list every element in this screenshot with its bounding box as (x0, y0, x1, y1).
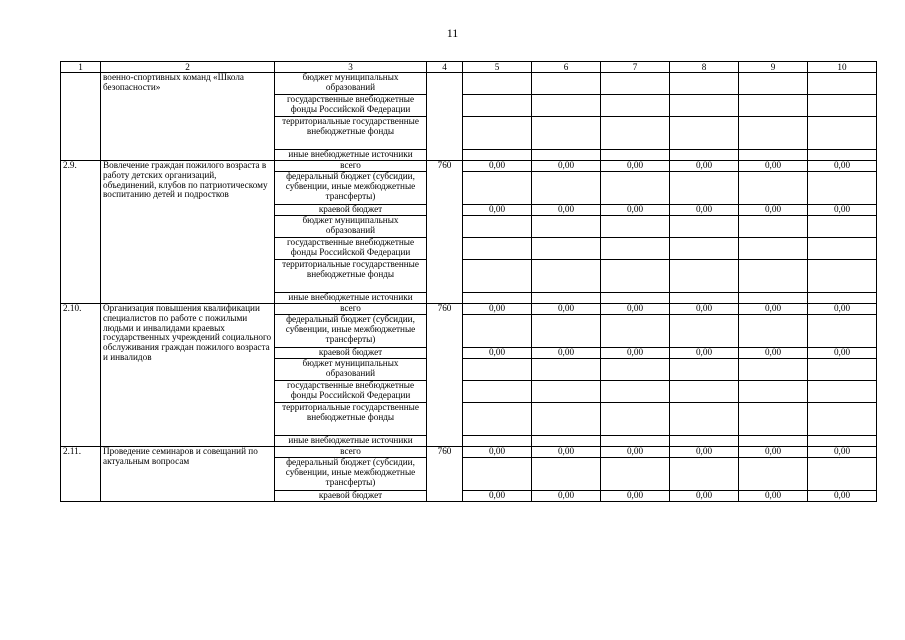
value-cell (463, 172, 532, 205)
value-cell (601, 238, 670, 260)
value-cell (670, 293, 739, 304)
value-cell (532, 403, 601, 436)
table-row (61, 161, 877, 172)
value-cell (463, 315, 532, 348)
value-cell (808, 436, 877, 447)
value-cell: 0,00 (808, 348, 877, 359)
value-cell (463, 381, 532, 403)
value-cell: 0,00 (808, 447, 877, 458)
value-cell (601, 293, 670, 304)
value-cell (739, 150, 808, 161)
grbs-code: 760 (427, 161, 463, 304)
table-row (61, 73, 877, 95)
value-cell: 0,00 (532, 348, 601, 359)
item-name: Организация повышения квалификации специалистов по работе с пожилыми людьми и инвалидами краевых государственных учреждений социального обслуживания граждан пожилого возраста и инвалидов (101, 304, 275, 447)
item-code (61, 73, 101, 161)
item-name: Вовлечение граждан пожилого возраста в работу детских организаций, объединений, клубов по патриотическому воспитанию детей и подростков (101, 161, 275, 304)
value-cell (463, 293, 532, 304)
value-cell (808, 359, 877, 381)
value-cell (532, 216, 601, 238)
table-row (61, 304, 877, 315)
value-cell (808, 73, 877, 95)
value-cell (532, 95, 601, 117)
value-cell (532, 436, 601, 447)
value-cell (739, 315, 808, 348)
grbs-code (427, 73, 463, 161)
value-cell: 0,00 (463, 348, 532, 359)
funding-source: государственные внебюджетные фонды Российской Федерации (275, 381, 427, 403)
value-cell (532, 150, 601, 161)
funding-source: федеральный бюджет (субсидии, субвенции, иные межбюджетные трансферты) (275, 458, 427, 491)
value-cell (739, 260, 808, 293)
value-cell (601, 95, 670, 117)
funding-source: иные внебюджетные источники (275, 150, 427, 161)
value-cell (601, 172, 670, 205)
value-cell (532, 359, 601, 381)
value-cell (808, 117, 877, 150)
value-cell (601, 216, 670, 238)
value-cell (739, 381, 808, 403)
value-cell (670, 436, 739, 447)
value-cell (601, 436, 670, 447)
value-cell: 0,00 (601, 491, 670, 502)
value-cell: 0,00 (532, 161, 601, 172)
value-cell (808, 403, 877, 436)
value-cell (532, 73, 601, 95)
value-cell (808, 216, 877, 238)
value-cell: 0,00 (532, 491, 601, 502)
funding-source: территориальные государственные внебюджетные фонды (275, 260, 427, 293)
value-cell (670, 381, 739, 403)
value-cell (463, 403, 532, 436)
value-cell: 0,00 (739, 161, 808, 172)
value-cell (670, 359, 739, 381)
column-header: 2 (101, 62, 275, 73)
funding-source: федеральный бюджет (субсидии, субвенции, иные межбюджетные трансферты) (275, 315, 427, 348)
column-header: 5 (463, 62, 532, 73)
value-cell (670, 172, 739, 205)
value-cell (670, 73, 739, 95)
funding-source: бюджет муниципальных образований (275, 216, 427, 238)
value-cell (739, 73, 808, 95)
value-cell (532, 381, 601, 403)
table-body (61, 73, 877, 502)
column-header: 1 (61, 62, 101, 73)
value-cell (463, 436, 532, 447)
value-cell (532, 260, 601, 293)
value-cell (463, 260, 532, 293)
column-header: 10 (808, 62, 877, 73)
value-cell (532, 172, 601, 205)
value-cell: 0,00 (601, 161, 670, 172)
value-cell: 0,00 (739, 304, 808, 315)
value-cell (739, 117, 808, 150)
column-header: 9 (739, 62, 808, 73)
value-cell: 0,00 (670, 304, 739, 315)
value-cell (739, 436, 808, 447)
value-cell: 0,00 (532, 447, 601, 458)
value-cell (739, 403, 808, 436)
value-cell: 0,00 (808, 205, 877, 216)
value-cell (532, 117, 601, 150)
item-code: 2.10. (61, 304, 101, 447)
value-cell (808, 95, 877, 117)
value-cell: 0,00 (808, 491, 877, 502)
value-cell (601, 260, 670, 293)
value-cell: 0,00 (808, 304, 877, 315)
column-header: 8 (670, 62, 739, 73)
funding-source: всего (275, 304, 427, 315)
value-cell: 0,00 (739, 491, 808, 502)
value-cell: 0,00 (739, 205, 808, 216)
value-cell (463, 95, 532, 117)
value-cell (601, 117, 670, 150)
value-cell: 0,00 (601, 205, 670, 216)
value-cell (739, 293, 808, 304)
value-cell: 0,00 (739, 348, 808, 359)
value-cell (670, 117, 739, 150)
value-cell: 0,00 (463, 161, 532, 172)
column-header: 4 (427, 62, 463, 73)
table-row (61, 447, 877, 458)
value-cell (808, 260, 877, 293)
value-cell (808, 238, 877, 260)
value-cell: 0,00 (670, 348, 739, 359)
value-cell: 0,00 (670, 447, 739, 458)
column-number-row (61, 62, 877, 73)
value-cell (601, 403, 670, 436)
funding-source: территориальные государственные внебюджетные фонды (275, 403, 427, 436)
funding-source: иные внебюджетные источники (275, 293, 427, 304)
value-cell (670, 238, 739, 260)
item-name: военно-спортивных команд «Школа безопасности» (101, 73, 275, 161)
funding-source: иные внебюджетные источники (275, 436, 427, 447)
value-cell (670, 260, 739, 293)
value-cell: 0,00 (463, 491, 532, 502)
value-cell (670, 150, 739, 161)
value-cell (808, 381, 877, 403)
value-cell (601, 359, 670, 381)
funding-source: краевой бюджет (275, 205, 427, 216)
value-cell (808, 315, 877, 348)
value-cell: 0,00 (532, 304, 601, 315)
grbs-code: 760 (427, 304, 463, 447)
funding-source: всего (275, 161, 427, 172)
value-cell (739, 458, 808, 491)
value-cell: 0,00 (670, 491, 739, 502)
value-cell (601, 381, 670, 403)
column-header: 3 (275, 62, 427, 73)
funding-source: государственные внебюджетные фонды Российской Федерации (275, 238, 427, 260)
value-cell (670, 458, 739, 491)
value-cell (463, 73, 532, 95)
value-cell: 0,00 (670, 205, 739, 216)
value-cell: 0,00 (739, 447, 808, 458)
value-cell (532, 315, 601, 348)
value-cell (463, 150, 532, 161)
value-cell: 0,00 (601, 304, 670, 315)
value-cell (739, 238, 808, 260)
value-cell (808, 293, 877, 304)
value-cell (808, 150, 877, 161)
value-cell (601, 458, 670, 491)
value-cell (808, 458, 877, 491)
value-cell (463, 117, 532, 150)
value-cell (739, 359, 808, 381)
value-cell (601, 315, 670, 348)
item-name: Проведение семинаров и совещаний по актуальным вопросам (101, 447, 275, 502)
value-cell (670, 403, 739, 436)
value-cell (808, 172, 877, 205)
column-header: 7 (601, 62, 670, 73)
value-cell: 0,00 (808, 161, 877, 172)
value-cell (739, 216, 808, 238)
value-cell (670, 315, 739, 348)
value-cell: 0,00 (463, 205, 532, 216)
item-code: 2.9. (61, 161, 101, 304)
value-cell: 0,00 (463, 304, 532, 315)
value-cell: 0,00 (601, 447, 670, 458)
value-cell (463, 359, 532, 381)
funding-source: краевой бюджет (275, 348, 427, 359)
column-header: 6 (532, 62, 601, 73)
funding-source: государственные внебюджетные фонды Российской Федерации (275, 95, 427, 117)
value-cell (463, 216, 532, 238)
value-cell (532, 238, 601, 260)
funding-source: бюджет муниципальных образований (275, 359, 427, 381)
grbs-code: 760 (427, 447, 463, 502)
funding-source: бюджет муниципальных образований (275, 73, 427, 95)
value-cell: 0,00 (601, 348, 670, 359)
value-cell (532, 458, 601, 491)
value-cell (601, 73, 670, 95)
budget-table (60, 61, 877, 502)
value-cell (532, 293, 601, 304)
value-cell: 0,00 (463, 447, 532, 458)
value-cell (670, 216, 739, 238)
value-cell (463, 458, 532, 491)
value-cell: 0,00 (670, 161, 739, 172)
value-cell (670, 95, 739, 117)
funding-source: всего (275, 447, 427, 458)
funding-source: краевой бюджет (275, 491, 427, 502)
funding-source: федеральный бюджет (субсидии, субвенции, иные межбюджетные трансферты) (275, 172, 427, 205)
value-cell (739, 95, 808, 117)
value-cell (739, 172, 808, 205)
item-code: 2.11. (61, 447, 101, 502)
value-cell (601, 150, 670, 161)
funding-source: территориальные государственные внебюджетные фонды (275, 117, 427, 150)
value-cell (463, 238, 532, 260)
page-number: 11 (446, 26, 459, 40)
value-cell: 0,00 (532, 205, 601, 216)
